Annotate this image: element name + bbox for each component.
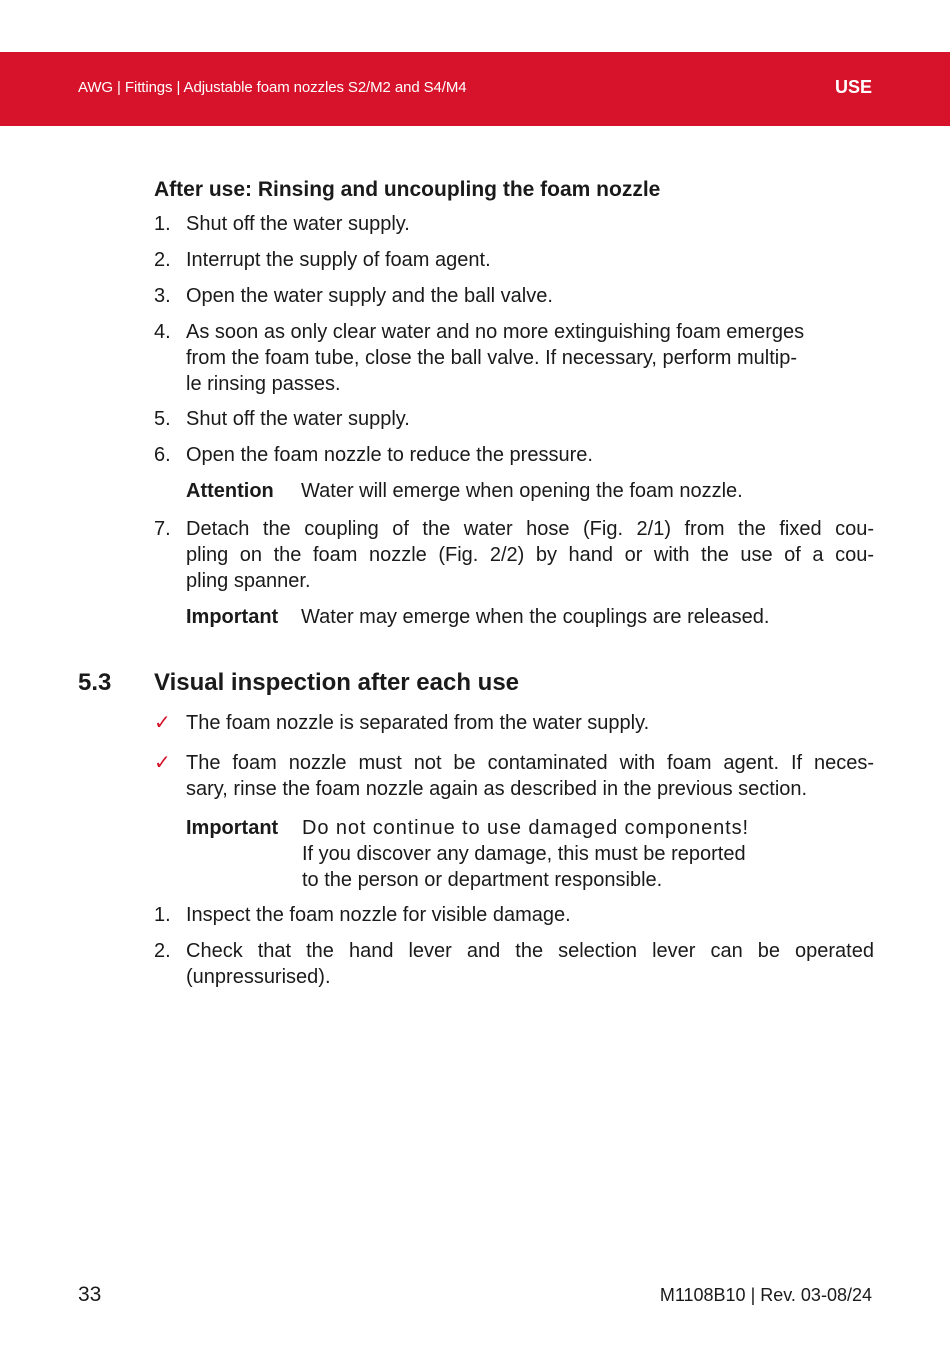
list-text-line: Detach the coupling of the water hose (Fig. 2/1) from the fixed cou-: [186, 518, 874, 540]
list-number: 1.: [154, 213, 171, 235]
check-icon: ✓: [154, 752, 171, 774]
list-number: 6.: [154, 444, 171, 466]
header-bar: [0, 52, 950, 126]
list-text-line: Check that the hand lever and the selection lever can be operated: [186, 940, 874, 962]
important-text-line: Do not continue to use damaged components!: [302, 817, 749, 839]
list-text-line: As soon as only clear water and no more extinguishing foam emerges: [186, 321, 805, 343]
check-icon: ✓: [154, 712, 171, 734]
breadcrumb: AWG | Fittings | Adjustable foam nozzles S2/M2 and S4/M4: [78, 79, 467, 96]
document-reference: M1108B10 | Rev. 03-08/24: [659, 1285, 872, 1305]
list-text-line: (unpressurised).: [186, 966, 331, 988]
important-text-line: If you discover any damage, this must be reported: [302, 843, 746, 865]
checklist-text-line: The foam nozzle must not be contaminated with foam agent. If neces-: [186, 752, 874, 774]
list-text: Open the water supply and the ball valve.: [186, 285, 553, 307]
list-text: Shut off the water supply.: [186, 213, 410, 235]
list-number: 3.: [154, 285, 171, 307]
attention-label: Attention: [186, 480, 274, 502]
list-text-line: pling spanner.: [186, 570, 311, 592]
list-number: 2.: [154, 249, 171, 271]
list-text: [186, 516, 874, 594]
important-label: Important: [186, 817, 279, 839]
list-number: 7.: [154, 518, 171, 540]
list-text-line: le rinsing passes.: [186, 373, 341, 395]
list-text: [186, 938, 874, 990]
checklist-text-line: sary, rinse the foam nozzle again as described in the previous section.: [186, 778, 808, 800]
list-text-line: pling on the foam nozzle (Fig. 2/2) by hand or with the use of a cou-: [186, 544, 874, 566]
important-text-line: to the person or department responsible.: [302, 869, 663, 891]
section-label: USE: [834, 77, 872, 97]
section-title: Visual inspection after each use: [154, 669, 520, 696]
list-number: 4.: [154, 321, 171, 343]
page-number: 33: [78, 1283, 102, 1306]
important-text: [302, 815, 802, 893]
subsection-title: After use: Rinsing and uncoupling the foam nozzle: [154, 178, 661, 201]
list-number: 1.: [154, 904, 171, 926]
checklist-text: [186, 750, 874, 802]
list-text: Shut off the water supply.: [186, 408, 410, 430]
list-text: [186, 319, 874, 397]
list-text: Inspect the foam nozzle for visible damage.: [186, 904, 571, 926]
important-label: Important: [186, 606, 279, 628]
list-number: 2.: [154, 940, 171, 962]
list-text: Interrupt the supply of foam agent.: [186, 249, 491, 271]
list-text: Open the foam nozzle to reduce the pressure.: [186, 444, 593, 466]
list-text-line: from the foam tube, close the ball valve. If necessary, perform multip-: [186, 347, 797, 369]
section-number: 5.3: [78, 669, 112, 696]
important-text: Water may emerge when the couplings are released.: [301, 606, 770, 628]
checklist-text: The foam nozzle is separated from the water supply.: [186, 712, 650, 734]
list-number: 5.: [154, 408, 171, 430]
attention-text: Water will emerge when opening the foam nozzle.: [301, 480, 743, 502]
